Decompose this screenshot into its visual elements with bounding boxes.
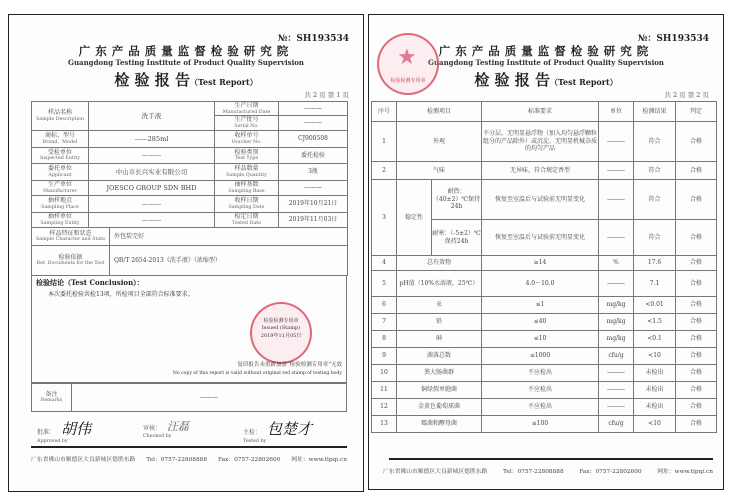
col-header-verdict: 判定 xyxy=(676,102,717,122)
col-header-requirement: 标准要求 xyxy=(482,102,599,122)
cell-item: 粪大肠菌群 xyxy=(397,365,482,382)
table-row xyxy=(372,180,717,220)
cell-item: 金黄色葡萄球菌 xyxy=(397,399,482,416)
cell-result: <1.5 xyxy=(634,314,676,331)
cell-result: 7.1 xyxy=(634,271,676,297)
value-sample-character: 外包装完好 xyxy=(110,227,348,245)
table-row xyxy=(372,365,717,382)
row-label: 委托单位 Applicant xyxy=(32,163,89,180)
cell-item: 铅 xyxy=(397,314,482,331)
stamp-caption: 检验检测专用章 Issued (Stamp) 2019年11月05日 xyxy=(260,317,302,339)
cell-item: 总有效物 xyxy=(397,256,482,271)
checked-by: 审核： 汪磊 Checked by xyxy=(143,419,190,439)
cell-result: 未检出 xyxy=(634,365,676,382)
report-number: №：SH193534 xyxy=(277,34,349,44)
row-label: 抽样地点 Sampling Place xyxy=(32,195,89,212)
value-manufactured-date: ——— xyxy=(279,102,348,116)
cell-result: 17.6 xyxy=(634,256,676,271)
label-manufactured-date: 生产日期 Manufactured Date xyxy=(215,102,279,116)
row-value: 中山市长兴实业有限公司 xyxy=(89,163,215,180)
cell-unit: % xyxy=(599,256,634,271)
cell-item: 气味 xyxy=(397,162,482,180)
cell-no: 7 xyxy=(372,314,397,331)
signature-approved: 胡伟 xyxy=(61,419,92,438)
row-label: 商标、型号 Brand、Model xyxy=(32,130,89,147)
label-sample-description: 样品名称 Sample Description xyxy=(32,102,89,131)
cell-verdict: 合格 xyxy=(676,271,717,297)
institute-name-en: Guangdong Testing Institute of Product Quality Supervision xyxy=(67,58,305,67)
row-label-right: 样品数量 Sample Quantity xyxy=(215,163,279,180)
report-page-2 xyxy=(368,14,724,490)
table-row xyxy=(372,416,717,433)
row-value-right: ——— xyxy=(279,180,348,195)
table-row xyxy=(32,180,348,195)
cell-item: 稳定性 xyxy=(397,180,432,256)
cell-verdict: 合格 xyxy=(676,220,717,256)
star-icon: ★ xyxy=(397,45,417,70)
table-row xyxy=(372,314,717,331)
cell-verdict: 合格 xyxy=(676,256,717,271)
col-header-item: 检测项目 xyxy=(397,102,482,122)
cell-subitem: 耐热：（40±2）℃保持24h xyxy=(432,180,482,220)
page-indicator: 共 2 页 第 1 页 xyxy=(304,91,349,99)
cell-result: 符合 xyxy=(634,122,676,162)
table-row xyxy=(32,212,348,227)
cell-requirement: 不分层，无明显悬浮物（加入均匀悬浮颗粒组分的产品除外）或沉淀，无明显机械杂质的均匀产品 xyxy=(482,122,599,162)
report-title: 检 验 报 告（Test Report） xyxy=(114,71,258,89)
cell-requirement: 不应检出 xyxy=(482,365,599,382)
table-row xyxy=(372,256,717,271)
row-value-right: CJ900508 xyxy=(279,130,348,147)
label-ref-documents: 检验依据 Ref. Documents for the Test xyxy=(32,245,110,275)
signature-tested: 包楚才 xyxy=(267,419,313,438)
row-value-right: 3瓶 xyxy=(279,163,348,180)
cell-item: pH值（10%水溶液，25℃） xyxy=(397,271,482,297)
institute-name-cn: 广东产品质量监督检验研究院 xyxy=(78,44,294,58)
cell-unit: mg/kg xyxy=(599,314,634,331)
cell-verdict: 合格 xyxy=(676,348,717,365)
cell-verdict: 合格 xyxy=(676,399,717,416)
table-row xyxy=(32,195,348,212)
cell-verdict: 合格 xyxy=(676,297,717,314)
table-row xyxy=(32,147,348,163)
stamp-caption: 检验检测专用章 xyxy=(390,78,426,84)
signature-row xyxy=(31,418,347,444)
page-1-body xyxy=(31,101,347,463)
table-row xyxy=(32,163,348,180)
footer: 广东省佛山市顺德区大良新城区德胜东路 Tel：0757-22808888 Fax：0757-22802600 网址：www.tlpqi.cn xyxy=(383,469,713,475)
page-indicator: 共 2 页 第 2 页 xyxy=(664,91,709,99)
col-header-unit: 单位 xyxy=(599,102,634,122)
cell-result: 未检出 xyxy=(634,399,676,416)
cell-result: <10 xyxy=(634,348,676,365)
table-row xyxy=(372,297,717,314)
conclusion-text: 本次委托检验共检13项，所检项目全部符合标准要求。 xyxy=(48,290,194,298)
cell-no: 10 xyxy=(372,365,397,382)
cell-result: 符合 xyxy=(634,220,676,256)
cell-verdict: 合格 xyxy=(676,365,717,382)
cell-no: 12 xyxy=(372,399,397,416)
cell-result: 符合 xyxy=(634,162,676,180)
table-row xyxy=(372,382,717,399)
cell-item: 菌落总数 xyxy=(397,348,482,365)
cell-unit: ——— xyxy=(599,180,634,220)
footer: 广东省佛山市顺德区大良新城区德胜东路 Tel：0757-22808888 Fax：0757-22802600 网址：www.tlpqi.cn xyxy=(31,456,347,463)
row-value-right: 2019年11月03日 xyxy=(279,212,348,227)
cell-unit: ——— xyxy=(599,271,634,297)
signature-checked: 汪磊 xyxy=(167,419,190,433)
cell-unit: ——— xyxy=(599,122,634,162)
cell-unit: ——— xyxy=(599,162,634,180)
table-row xyxy=(32,130,348,147)
cell-verdict: 合格 xyxy=(676,180,717,220)
row-value-right: 2019年10月21日 xyxy=(279,195,348,212)
cell-requirement: ≤100 xyxy=(482,416,599,433)
cell-verdict: 合格 xyxy=(676,331,717,348)
cell-verdict: 合格 xyxy=(676,122,717,162)
footer-divider xyxy=(31,446,347,448)
row-value: ——— xyxy=(89,195,215,212)
validity-note-en: No copy of this report is valid without original red stamp of testing body xyxy=(172,370,342,376)
cell-unit: mg/kg xyxy=(599,297,634,314)
col-header-result: 检测结果 xyxy=(634,102,676,122)
value-serial-no: ——— xyxy=(279,116,348,130)
cell-no: 6 xyxy=(372,297,397,314)
validity-note-cn: 复印报告未重新加盖“检验检测专用章”无效 xyxy=(237,361,342,368)
cell-requirement: 恢复至室温后与试验前无明显变化 xyxy=(482,220,599,256)
cell-no: 11 xyxy=(372,382,397,399)
cell-no: 9 xyxy=(372,348,397,365)
row-label: 抽样单位 Sampling Entity xyxy=(32,212,89,227)
col-header-no: 序号 xyxy=(372,102,397,122)
cell-requirement: ≤40 xyxy=(482,314,599,331)
cell-unit: ——— xyxy=(599,382,634,399)
row-label-right: 收样单号 Voucher No. xyxy=(215,130,279,147)
table-header-row xyxy=(372,102,717,122)
row-label-right: 抽样基数 Sampling Base xyxy=(215,180,279,195)
cell-requirement: 不应检出 xyxy=(482,382,599,399)
conclusion-title: 检验结论（Test Conclusion）： xyxy=(36,277,144,287)
report-page-1 xyxy=(8,14,364,492)
cell-no: 13 xyxy=(372,416,397,433)
cell-result: 未检出 xyxy=(634,382,676,399)
table-row xyxy=(372,162,717,180)
table-row xyxy=(372,122,717,162)
cell-no: 8 xyxy=(372,331,397,348)
sample-info-table xyxy=(31,101,348,276)
row-value: ——285ml xyxy=(89,130,215,147)
cell-verdict: 合格 xyxy=(676,314,717,331)
cell-verdict: 合格 xyxy=(676,382,717,399)
cell-item: 砷 xyxy=(397,331,482,348)
remarks-table xyxy=(31,383,347,412)
cell-result: <10 xyxy=(634,416,676,433)
value-sample-description: 洗手液 xyxy=(89,102,215,131)
cell-item: 霉菌和酵母菌 xyxy=(397,416,482,433)
official-stamp xyxy=(377,33,439,95)
cell-requirement: ≤10 xyxy=(482,331,599,348)
cell-no: 1 xyxy=(372,122,397,162)
cell-requirement: ≤1 xyxy=(482,297,599,314)
cell-no: 3 xyxy=(372,180,397,256)
cell-item: 汞 xyxy=(397,297,482,314)
cell-no: 5 xyxy=(372,271,397,297)
row-label-right: 检验类别 Test Type xyxy=(215,147,279,163)
cell-requirement: 4.0～10.0 xyxy=(482,271,599,297)
tested-by: 主检： 包楚才 Tested by xyxy=(243,419,313,444)
label-remarks: 备注 Remarks xyxy=(32,383,72,411)
cell-item: 铜绿假单胞菌 xyxy=(397,382,482,399)
cell-requirement: ≥14 xyxy=(482,256,599,271)
row-value: ——— xyxy=(89,212,215,227)
cell-unit: ——— xyxy=(599,365,634,382)
cell-requirement: 无异味，符合规定香型 xyxy=(482,162,599,180)
value-remarks: ——— xyxy=(72,383,347,411)
value-ref-documents: QB/T 2654-2013《洗手液》（浓缩型） xyxy=(110,245,348,275)
row-value: JOESCO GROUP SDN BHD xyxy=(89,180,215,195)
row-label: 生产单位 Manufacturer xyxy=(32,180,89,195)
cell-unit: mg/kg xyxy=(599,331,634,348)
institute-name-cn: 广东产品质量监督检验研究院 xyxy=(438,44,654,58)
row-label-right: 收样日期 Sampling Date xyxy=(215,195,279,212)
label-serial-no: 生产批号 Serial No. xyxy=(215,116,279,130)
cell-item: 外观 xyxy=(397,122,482,162)
table-row xyxy=(372,399,717,416)
cell-unit: ——— xyxy=(599,399,634,416)
cell-result: <0.1 xyxy=(634,331,676,348)
report-number: №：SH193534 xyxy=(637,34,709,44)
conclusion-section xyxy=(31,276,347,383)
cell-subitem: 耐寒：（-5±2）℃保持24h xyxy=(432,220,482,256)
row-value-right: 委托检验 xyxy=(279,147,348,163)
approved-by: 批准： 胡伟 Approved by xyxy=(37,419,92,444)
cell-requirement: ≤1000 xyxy=(482,348,599,365)
row-label-right: 检定日期 Tested Date xyxy=(215,212,279,227)
table-row xyxy=(372,331,717,348)
cell-verdict: 合格 xyxy=(676,416,717,433)
footer-divider xyxy=(389,458,713,460)
cell-unit: ——— xyxy=(599,220,634,256)
cell-requirement: 恢复至室温后与试验前无明显变化 xyxy=(482,180,599,220)
cell-result: <0.01 xyxy=(634,297,676,314)
row-label: 受检单位 Inspected Entity xyxy=(32,147,89,163)
table-row xyxy=(372,271,717,297)
label-sample-character: 样品特征和状态 Sample Character and State xyxy=(32,227,110,245)
cell-no: 4 xyxy=(372,256,397,271)
institute-name-en: Guangdong Testing Institute of Product Quality Supervision xyxy=(427,58,665,67)
cell-verdict: 合格 xyxy=(676,162,717,180)
cell-unit: cfu/g xyxy=(599,348,634,365)
cell-requirement: 不应检出 xyxy=(482,399,599,416)
cell-result: 符合 xyxy=(634,180,676,220)
cell-no: 2 xyxy=(372,162,397,180)
table-row xyxy=(372,348,717,365)
row-value: ——— xyxy=(89,147,215,163)
report-title: 检 验 报 告（Test Report） xyxy=(474,71,618,89)
test-results-table xyxy=(371,101,717,433)
cell-unit: cfu/g xyxy=(599,416,634,433)
